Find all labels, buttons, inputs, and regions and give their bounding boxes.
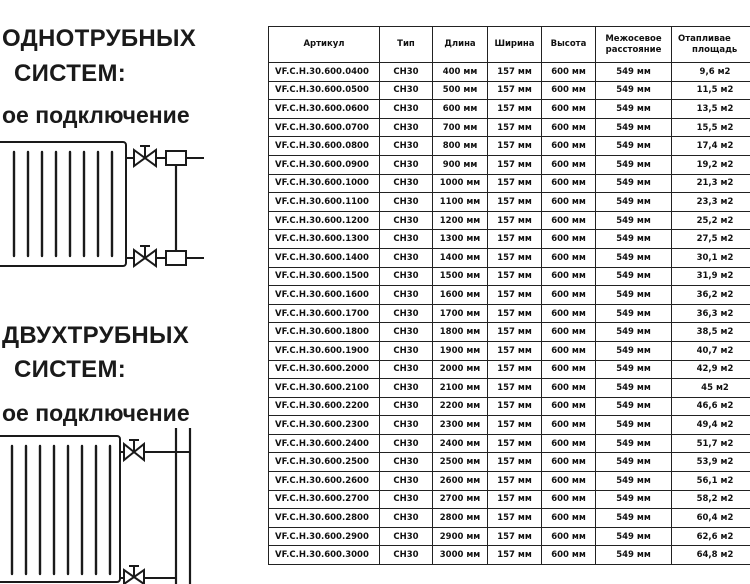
cell-center-distance: 549 мм — [596, 137, 672, 156]
cell-article: VF.C.H.30.600.0900 — [269, 155, 380, 174]
cell-width: 157 мм — [488, 174, 542, 193]
table-row — [269, 546, 750, 565]
cell-length: 2500 мм — [433, 453, 488, 472]
table-row — [269, 230, 750, 249]
cell-width: 157 мм — [488, 546, 542, 565]
table-row — [269, 527, 750, 546]
cell-height: 600 мм — [542, 286, 596, 305]
table-row — [269, 211, 750, 230]
cell-heated-area: 45 м2 — [672, 379, 750, 398]
cell-height: 600 мм — [542, 379, 596, 398]
cell-heated-area: 17,4 м2 — [672, 137, 750, 156]
cell-center-distance: 549 мм — [596, 453, 672, 472]
table-body — [269, 63, 750, 565]
cell-heated-area: 30,1 м2 — [672, 248, 750, 267]
table-row — [269, 63, 750, 82]
header-heated-area-line2: площадь — [692, 44, 738, 55]
cell-article: VF.C.H.30.600.3000 — [269, 546, 380, 565]
cell-height: 600 мм — [542, 546, 596, 565]
cell-width: 157 мм — [488, 434, 542, 453]
cell-center-distance: 549 мм — [596, 63, 672, 82]
cell-article: VF.C.H.30.600.1500 — [269, 267, 380, 286]
cell-article: VF.C.H.30.600.0600 — [269, 100, 380, 119]
cell-type: CH30 — [380, 527, 433, 546]
cell-length: 1300 мм — [433, 230, 488, 249]
cell-height: 600 мм — [542, 267, 596, 286]
cell-center-distance: 549 мм — [596, 472, 672, 491]
header-article: Артикул — [269, 27, 380, 63]
cell-article: VF.C.H.30.600.1400 — [269, 248, 380, 267]
cell-heated-area: 58,2 м2 — [672, 490, 750, 509]
cell-article: VF.C.H.30.600.1700 — [269, 304, 380, 323]
cell-type: CH30 — [380, 63, 433, 82]
cell-center-distance: 549 мм — [596, 248, 672, 267]
cell-width: 157 мм — [488, 211, 542, 230]
header-height: Высота — [542, 27, 596, 63]
single-pipe-title-line1: ОДНОТРУБНЫХ — [2, 25, 197, 52]
cell-type: CH30 — [380, 323, 433, 342]
cell-type: CH30 — [380, 341, 433, 360]
header-heated-area — [672, 27, 750, 63]
cell-center-distance: 549 мм — [596, 81, 672, 100]
cell-width: 157 мм — [488, 416, 542, 435]
table-row — [269, 155, 750, 174]
cell-article: VF.C.H.30.600.0700 — [269, 118, 380, 137]
cell-center-distance: 549 мм — [596, 155, 672, 174]
cell-width: 157 мм — [488, 527, 542, 546]
two-pipe-title-line1: ДВУХТРУБНЫХ — [2, 322, 190, 349]
cell-type: CH30 — [380, 193, 433, 212]
cell-heated-area: 31,9 м2 — [672, 267, 750, 286]
table-row — [269, 118, 750, 137]
cell-type: CH30 — [380, 137, 433, 156]
cell-width: 157 мм — [488, 286, 542, 305]
table-row — [269, 193, 750, 212]
cell-length: 3000 мм — [433, 546, 488, 565]
cell-width: 157 мм — [488, 155, 542, 174]
cell-article: VF.C.H.30.600.1600 — [269, 286, 380, 305]
cell-length: 2800 мм — [433, 509, 488, 528]
cell-type: CH30 — [380, 100, 433, 119]
cell-width: 157 мм — [488, 304, 542, 323]
cell-center-distance: 549 мм — [596, 304, 672, 323]
cell-heated-area: 15,5 м2 — [672, 118, 750, 137]
cell-height: 600 мм — [542, 211, 596, 230]
table-row — [269, 472, 750, 491]
cell-article: VF.C.H.30.600.0800 — [269, 137, 380, 156]
cell-length: 2300 мм — [433, 416, 488, 435]
header-width: Ширина — [488, 27, 542, 63]
table-row — [269, 137, 750, 156]
header-center-distance-line1: Межосевое — [605, 33, 662, 44]
cell-height: 600 мм — [542, 323, 596, 342]
table-row — [269, 248, 750, 267]
table-row — [269, 100, 750, 119]
cell-width: 157 мм — [488, 267, 542, 286]
cell-heated-area: 38,5 м2 — [672, 323, 750, 342]
cell-heated-area: 19,2 м2 — [672, 155, 750, 174]
cell-article: VF.C.H.30.600.2900 — [269, 527, 380, 546]
table-row — [269, 434, 750, 453]
cell-width: 157 мм — [488, 397, 542, 416]
cell-height: 600 мм — [542, 81, 596, 100]
cell-length: 600 мм — [433, 100, 488, 119]
header-type: Тип — [380, 27, 433, 63]
cell-height: 600 мм — [542, 137, 596, 156]
cell-length: 1100 мм — [433, 193, 488, 212]
table-row — [269, 286, 750, 305]
cell-width: 157 мм — [488, 509, 542, 528]
cell-width: 157 мм — [488, 100, 542, 119]
cell-height: 600 мм — [542, 416, 596, 435]
cell-length: 800 мм — [433, 137, 488, 156]
cell-heated-area: 60,4 м2 — [672, 509, 750, 528]
cell-type: CH30 — [380, 379, 433, 398]
cell-length: 1200 мм — [433, 211, 488, 230]
cell-heated-area: 53,9 м2 — [672, 453, 750, 472]
cell-length: 1900 мм — [433, 341, 488, 360]
table-row — [269, 453, 750, 472]
cell-center-distance: 549 мм — [596, 397, 672, 416]
cell-width: 157 мм — [488, 472, 542, 491]
cell-width: 157 мм — [488, 248, 542, 267]
cell-height: 600 мм — [542, 490, 596, 509]
table-row — [269, 416, 750, 435]
cell-width: 157 мм — [488, 360, 542, 379]
cell-type: CH30 — [380, 490, 433, 509]
table-row — [269, 360, 750, 379]
cell-height: 600 мм — [542, 527, 596, 546]
cell-heated-area: 49,4 м2 — [672, 416, 750, 435]
cell-length: 2700 мм — [433, 490, 488, 509]
two-pipe-connection-diagram — [0, 428, 200, 584]
cell-type: CH30 — [380, 416, 433, 435]
cell-type: CH30 — [380, 81, 433, 100]
table-row — [269, 267, 750, 286]
cell-width: 157 мм — [488, 193, 542, 212]
cell-height: 600 мм — [542, 453, 596, 472]
cell-heated-area: 51,7 м2 — [672, 434, 750, 453]
cell-heated-area: 46,6 м2 — [672, 397, 750, 416]
cell-type: CH30 — [380, 453, 433, 472]
cell-heated-area: 36,3 м2 — [672, 304, 750, 323]
cell-center-distance: 549 мм — [596, 267, 672, 286]
cell-center-distance: 549 мм — [596, 286, 672, 305]
header-center-distance-line2: расстояние — [605, 44, 662, 55]
cell-article: VF.C.H.30.600.2100 — [269, 379, 380, 398]
cell-center-distance: 549 мм — [596, 490, 672, 509]
cell-article: VF.C.H.30.600.2000 — [269, 360, 380, 379]
header-heated-area-line1: Отапливае — [678, 33, 731, 44]
cell-center-distance: 549 мм — [596, 509, 672, 528]
cell-length: 500 мм — [433, 81, 488, 100]
single-pipe-title-line2: СИСТЕМ: — [14, 60, 127, 87]
cell-article: VF.C.H.30.600.2400 — [269, 434, 380, 453]
cell-heated-area: 36,2 м2 — [672, 286, 750, 305]
cell-length: 1700 мм — [433, 304, 488, 323]
cell-heated-area: 21,3 м2 — [672, 174, 750, 193]
cell-type: CH30 — [380, 267, 433, 286]
cell-center-distance: 549 мм — [596, 416, 672, 435]
cell-article: VF.C.H.30.600.2200 — [269, 397, 380, 416]
cell-type: CH30 — [380, 509, 433, 528]
cell-article: VF.C.H.30.600.1200 — [269, 211, 380, 230]
specifications-table-container — [268, 26, 750, 566]
cell-type: CH30 — [380, 155, 433, 174]
cell-width: 157 мм — [488, 490, 542, 509]
cell-center-distance: 549 мм — [596, 546, 672, 565]
cell-length: 2200 мм — [433, 397, 488, 416]
cell-length: 1500 мм — [433, 267, 488, 286]
cell-heated-area: 40,7 м2 — [672, 341, 750, 360]
cell-center-distance: 549 мм — [596, 118, 672, 137]
cell-height: 600 мм — [542, 174, 596, 193]
cell-article: VF.C.H.30.600.2600 — [269, 472, 380, 491]
cell-width: 157 мм — [488, 63, 542, 82]
cell-article: VF.C.H.30.600.1900 — [269, 341, 380, 360]
cell-article: VF.C.H.30.600.0500 — [269, 81, 380, 100]
cell-height: 600 мм — [542, 509, 596, 528]
cell-center-distance: 549 мм — [596, 379, 672, 398]
cell-width: 157 мм — [488, 341, 542, 360]
table-row — [269, 490, 750, 509]
cell-length: 2100 мм — [433, 379, 488, 398]
cell-heated-area: 42,9 м2 — [672, 360, 750, 379]
cell-center-distance: 549 мм — [596, 230, 672, 249]
cell-center-distance: 549 мм — [596, 434, 672, 453]
cell-height: 600 мм — [542, 230, 596, 249]
cell-center-distance: 549 мм — [596, 100, 672, 119]
cell-center-distance: 549 мм — [596, 174, 672, 193]
cell-type: CH30 — [380, 304, 433, 323]
cell-type: CH30 — [380, 248, 433, 267]
cell-height: 600 мм — [542, 63, 596, 82]
cell-type: CH30 — [380, 397, 433, 416]
cell-length: 900 мм — [433, 155, 488, 174]
radiator-specifications-table — [268, 26, 750, 565]
cell-length: 700 мм — [433, 118, 488, 137]
cell-height: 600 мм — [542, 397, 596, 416]
cell-center-distance: 549 мм — [596, 211, 672, 230]
cell-length: 2900 мм — [433, 527, 488, 546]
cell-center-distance: 549 мм — [596, 193, 672, 212]
two-pipe-subtitle: ое подключение — [2, 400, 190, 426]
cell-heated-area: 25,2 м2 — [672, 211, 750, 230]
cell-heated-area: 27,5 м2 — [672, 230, 750, 249]
connection-diagrams-panel — [0, 0, 268, 584]
cell-type: CH30 — [380, 118, 433, 137]
cell-width: 157 мм — [488, 118, 542, 137]
table-row — [269, 174, 750, 193]
cell-length: 2000 мм — [433, 360, 488, 379]
table-row — [269, 397, 750, 416]
cell-heated-area: 56,1 м2 — [672, 472, 750, 491]
cell-article: VF.C.H.30.600.2300 — [269, 416, 380, 435]
cell-width: 157 мм — [488, 453, 542, 472]
cell-height: 600 мм — [542, 100, 596, 119]
table-row — [269, 341, 750, 360]
cell-heated-area: 62,6 м2 — [672, 527, 750, 546]
cell-height: 600 мм — [542, 434, 596, 453]
cell-type: CH30 — [380, 546, 433, 565]
table-row — [269, 323, 750, 342]
cell-type: CH30 — [380, 286, 433, 305]
cell-height: 600 мм — [542, 248, 596, 267]
cell-article: VF.C.H.30.600.0400 — [269, 63, 380, 82]
cell-type: CH30 — [380, 360, 433, 379]
cell-height: 600 мм — [542, 472, 596, 491]
cell-article: VF.C.H.30.600.2500 — [269, 453, 380, 472]
cell-height: 600 мм — [542, 193, 596, 212]
table-row — [269, 81, 750, 100]
cell-width: 157 мм — [488, 379, 542, 398]
cell-type: CH30 — [380, 211, 433, 230]
cell-length: 1800 мм — [433, 323, 488, 342]
cell-length: 2600 мм — [433, 472, 488, 491]
cell-width: 157 мм — [488, 81, 542, 100]
single-pipe-connection-diagram — [0, 136, 215, 276]
header-center-distance — [596, 27, 672, 63]
cell-height: 600 мм — [542, 155, 596, 174]
cell-heated-area: 11,5 м2 — [672, 81, 750, 100]
cell-heated-area: 9,6 м2 — [672, 63, 750, 82]
cell-width: 157 мм — [488, 230, 542, 249]
two-pipe-title-line2: СИСТЕМ: — [14, 356, 127, 383]
cell-length: 1600 мм — [433, 286, 488, 305]
cell-height: 600 мм — [542, 304, 596, 323]
table-row — [269, 304, 750, 323]
cell-article: VF.C.H.30.600.1800 — [269, 323, 380, 342]
cell-center-distance: 549 мм — [596, 341, 672, 360]
cell-width: 157 мм — [488, 323, 542, 342]
cell-center-distance: 549 мм — [596, 527, 672, 546]
cell-center-distance: 549 мм — [596, 360, 672, 379]
cell-type: CH30 — [380, 434, 433, 453]
cell-article: VF.C.H.30.600.1300 — [269, 230, 380, 249]
cell-type: CH30 — [380, 174, 433, 193]
single-pipe-subtitle: ое подключение — [2, 102, 190, 128]
table-row — [269, 379, 750, 398]
cell-article: VF.C.H.30.600.1000 — [269, 174, 380, 193]
cell-width: 157 мм — [488, 137, 542, 156]
cell-height: 600 мм — [542, 118, 596, 137]
cell-length: 1400 мм — [433, 248, 488, 267]
cell-heated-area: 64,8 м2 — [672, 546, 750, 565]
cell-center-distance: 549 мм — [596, 323, 672, 342]
cell-type: CH30 — [380, 230, 433, 249]
table-row — [269, 509, 750, 528]
cell-article: VF.C.H.30.600.2800 — [269, 509, 380, 528]
cell-heated-area: 13,5 м2 — [672, 100, 750, 119]
header-length: Длина — [433, 27, 488, 63]
cell-height: 600 мм — [542, 341, 596, 360]
table-header-row — [269, 27, 750, 63]
cell-article: VF.C.H.30.600.2700 — [269, 490, 380, 509]
cell-article: VF.C.H.30.600.1100 — [269, 193, 380, 212]
cell-length: 1000 мм — [433, 174, 488, 193]
cell-length: 2400 мм — [433, 434, 488, 453]
cell-heated-area: 23,3 м2 — [672, 193, 750, 212]
cell-height: 600 мм — [542, 360, 596, 379]
cell-type: CH30 — [380, 472, 433, 491]
cell-length: 400 мм — [433, 63, 488, 82]
